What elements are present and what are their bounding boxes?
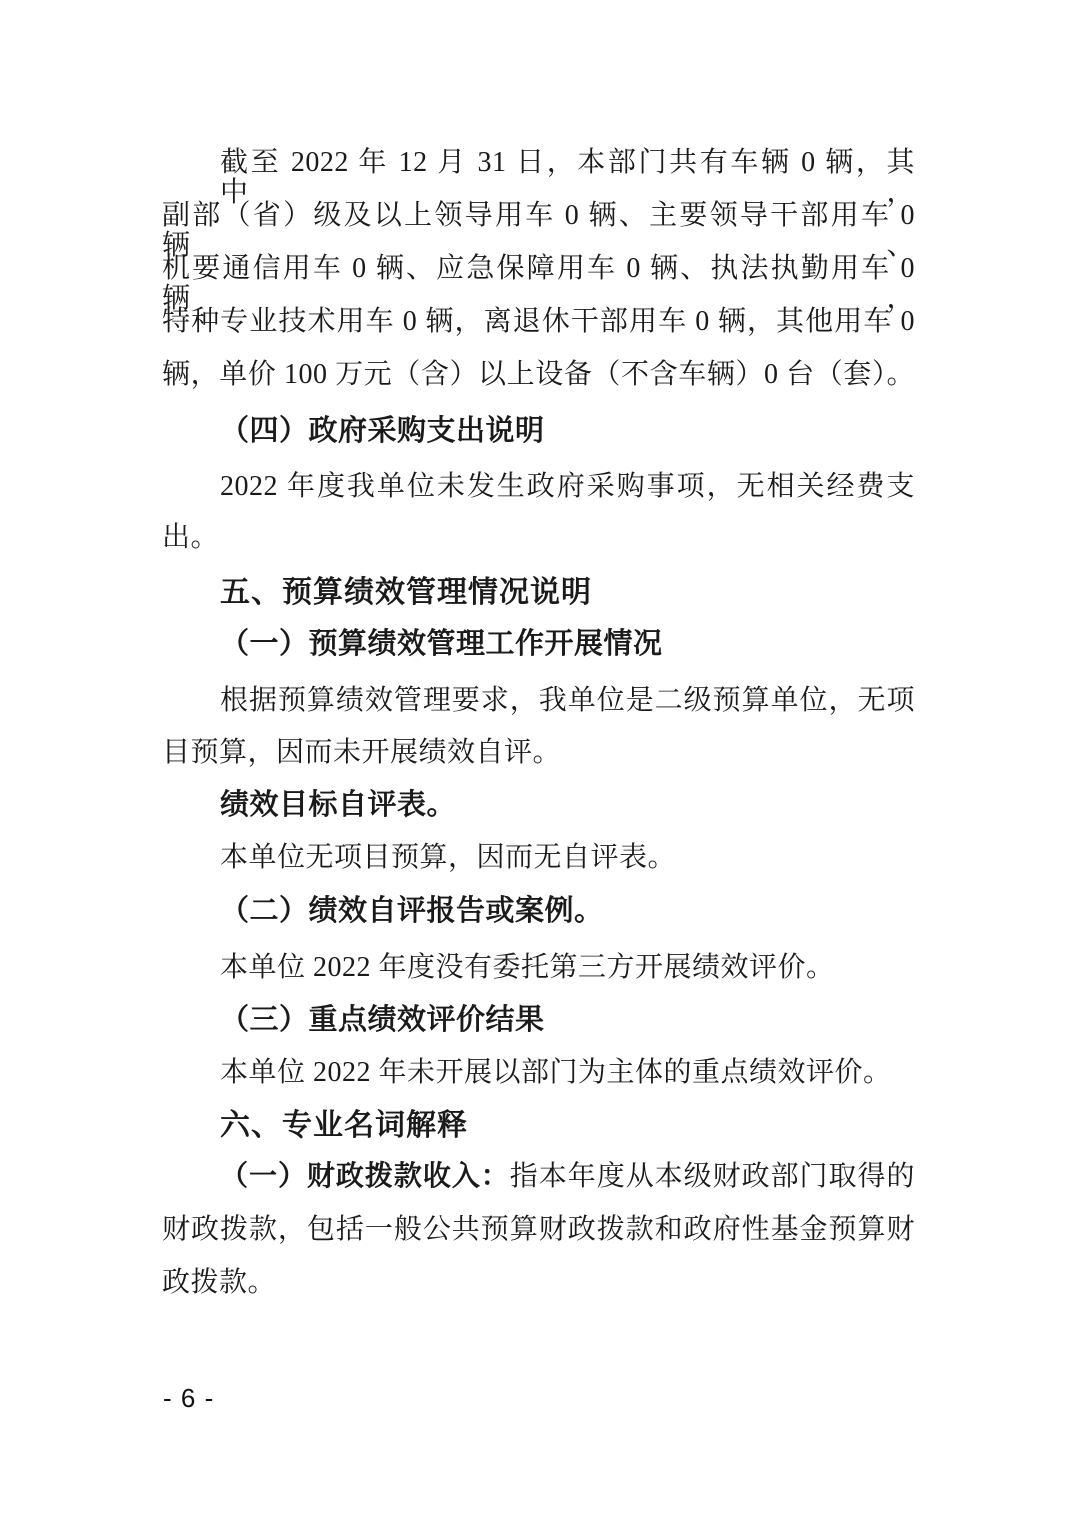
- body-text-line: 根据预算绩效管理要求，我单位是二级预算单位，无项: [220, 685, 915, 716]
- heading-gov-procurement-expense: （四）政府采购支出说明: [220, 415, 545, 447]
- heading-budget-performance-mgmt: 五、预算绩效管理情况说明: [220, 576, 592, 609]
- heading-key-performance-eval: （三）重点绩效评价结果: [220, 1004, 545, 1036]
- body-text-line: 本单位 2022 年度没有委托第三方开展绩效评价。: [220, 952, 835, 983]
- body-text-line: 特种专业技术用车 0 辆，离退休干部用车 0 辆，其他用车 0: [162, 306, 915, 337]
- body-text-line: 本单位 2022 年未开展以部门为主体的重点绩效评价。: [220, 1057, 892, 1088]
- heading-performance-target-table: 绩效目标自评表。: [220, 789, 457, 821]
- term-fiscal-appropriation-text: 指本年度从本级财政部门取得的: [509, 1161, 915, 1192]
- heading-terminology: 六、专业名词解释: [220, 1109, 468, 1142]
- body-text-line: 截至 2022 年 12 月 31 日，本部门共有车辆 0 辆，其中，: [220, 147, 915, 209]
- heading-self-eval-report: （二）绩效自评报告或案例。: [220, 895, 604, 927]
- body-text-line: [220, 1162, 915, 1192]
- body-text-line: 财政拨款，包括一般公共预算财政拨款和政府性基金预算财: [162, 1214, 915, 1245]
- body-text-line: 2022 年度我单位未发生政府采购事项，无相关经费支: [220, 471, 915, 502]
- heading-performance-work: （一）预算绩效管理工作开展情况: [220, 628, 663, 660]
- body-text-line: 机要通信用车 0 辆、应急保障用车 0 辆、执法执勤用车 0 辆，: [162, 253, 915, 315]
- body-text-line: 出。: [162, 522, 220, 553]
- body-text-line: 辆，单价 100 万元（含）以上设备（不含车辆）0 台（套）。: [162, 359, 915, 390]
- body-text-line: 目预算，因而未开展绩效自评。: [162, 737, 562, 768]
- term-fiscal-appropriation-lead: （一）财政拨款收入：: [220, 1161, 510, 1192]
- body-text-line: 政拨款。: [162, 1267, 277, 1298]
- body-text-line: 本单位无项目预算，因而无自评表。: [220, 842, 677, 873]
- body-text-line: 副部（省）级及以上领导用车 0 辆、主要领导干部用车 0 辆、: [162, 200, 915, 262]
- page-number: - 6 -: [163, 1383, 215, 1413]
